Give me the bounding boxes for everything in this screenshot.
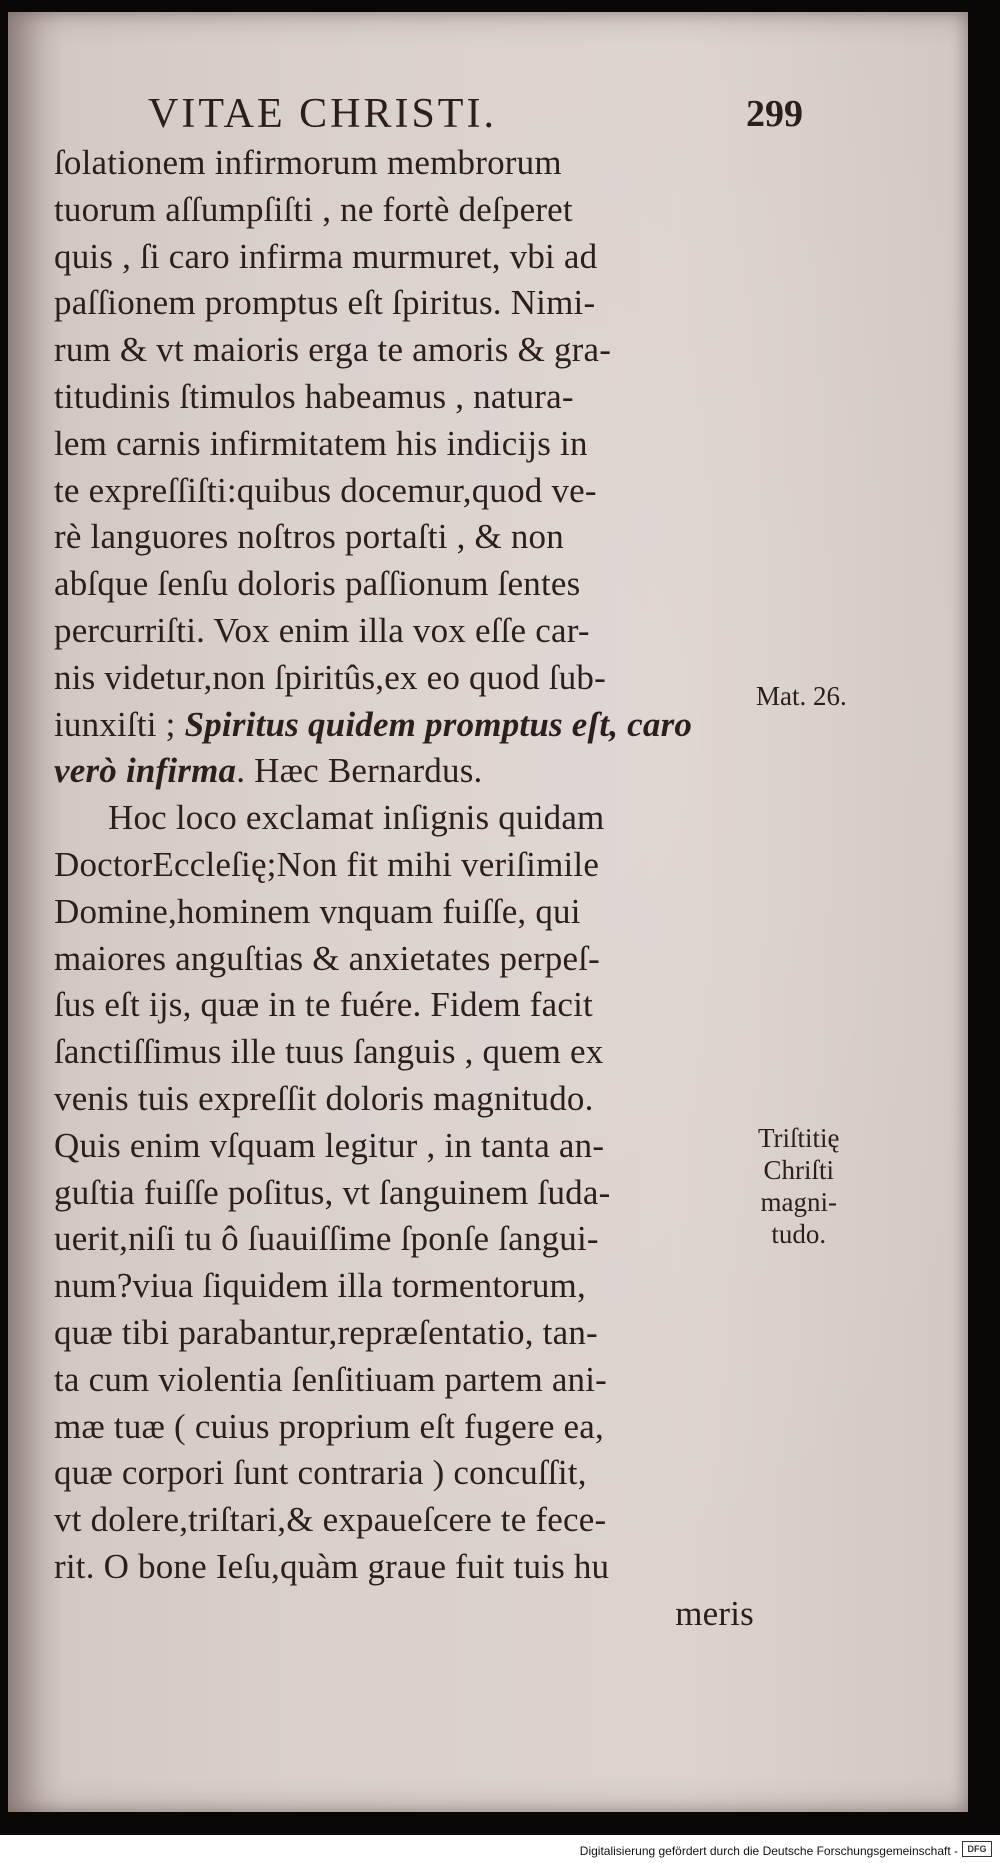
text-line: titudinis ſtimulos habeamus , natura-: [54, 376, 574, 416]
catchword: meris: [675, 1593, 754, 1633]
text-line: ſus eſt ijs, quæ in te fuére. Fidem facit: [54, 985, 593, 1025]
margin-note-mat: Mat. 26.: [756, 681, 847, 711]
text-line: nis videtur,non ſpiritûs,ex eo quod ſub-: [54, 657, 606, 697]
book-page: [8, 12, 968, 1812]
text-segment: . Hæc Bernardus.: [236, 751, 483, 791]
text-segment: iunxiſti ;: [54, 704, 176, 744]
text-line: quæ tibi parabantur,repræſentatio, tan-: [54, 1312, 598, 1352]
text-line: quæ corpori ſunt contraria ) concuſſit,: [54, 1453, 587, 1493]
paragraph-start-line: Hoc loco exclamat inſignis quidam: [108, 798, 605, 838]
text-line: quis , ſi caro infirma murmuret, vbi ad: [54, 236, 598, 276]
text-line: percurriſti. Vox enim illa vox eſſe car-: [54, 610, 590, 650]
margin-note-line: magni-: [760, 1187, 837, 1217]
text-line: rè languores noſtros portaſti , & non: [54, 517, 564, 557]
text-line: rit. O bone Ieſu,quàm graue fuit tuis hu: [54, 1546, 610, 1586]
text-line: rum & vt maioris erga te amoris & gra-: [54, 330, 612, 370]
text-line: uerit,niſi tu ô ſuauiſſime ſponſe ſangui-: [54, 1219, 599, 1259]
text-line: mæ tuæ ( cuius proprium eſt fugere ea,: [54, 1406, 604, 1446]
text-line: vt dolere,triſtari,& expaueſcere te fece-: [54, 1500, 607, 1540]
text-line: Quis enim vſquam legitur , in tanta an-: [54, 1125, 605, 1165]
text-line-with-quote: [54, 748, 754, 795]
italic-quote: verò infirma: [54, 751, 237, 791]
margin-note-line: tudo.: [771, 1219, 827, 1249]
text-line: num?viua ſiquidem illa tormentorum,: [54, 1266, 586, 1306]
text-line: ſolationem infirmorum membrorum: [54, 143, 562, 182]
text-line: Domine,hominem vnquam fuiſſe, qui: [54, 891, 581, 931]
text-line-with-quote: [54, 702, 754, 749]
text-line: lem carnis infirmitatem his indicijs in: [54, 423, 588, 463]
text-line: DoctorEccleſię;Non fit mihi veriſimile: [54, 844, 600, 884]
margin-note-line: Triſtitię: [758, 1123, 840, 1153]
text-line: maiores anguſtias & anxietates perpeſ-: [54, 938, 601, 978]
text-line: venis tuis expreſſit doloris magnitudo.: [54, 1078, 594, 1118]
footer-credit: Digitalisierung gefördert durch die Deutsche Forschungsgemeinschaft -: [579, 1844, 958, 1858]
text-line: ta cum violentia ſenſitiuam partem ani-: [54, 1359, 608, 1399]
text-line: ſanctiſſimus ille tuus ſanguis , quem ex: [54, 1032, 604, 1072]
text-line: te expreſſiſti:quibus docemur,quod ve-: [54, 470, 597, 510]
margin-note-line: Chriſti: [763, 1155, 835, 1185]
footer-bar: [0, 1835, 1000, 1863]
italic-quote: Spiritus quidem promptus eſt, caro: [184, 704, 693, 744]
dfg-logo-icon: DFG: [962, 1841, 992, 1857]
running-head: VITAE CHRISTI.: [148, 91, 497, 137]
text-line: tuorum aſſumpſiſti , ne fortè deſperet: [54, 189, 573, 229]
text-line: abſque ſenſu doloris paſſionum ſentes: [54, 564, 581, 604]
text-line: paſſionem promptus eſt ſpiritus. Nimi-: [54, 283, 596, 323]
text-line: guſtia fuiſſe poſitus, vt ſanguinem ſuda-: [54, 1172, 611, 1212]
page-number: 299: [746, 93, 803, 135]
margin-note-tristitia: [758, 1122, 840, 1250]
body-text: [54, 140, 754, 1638]
